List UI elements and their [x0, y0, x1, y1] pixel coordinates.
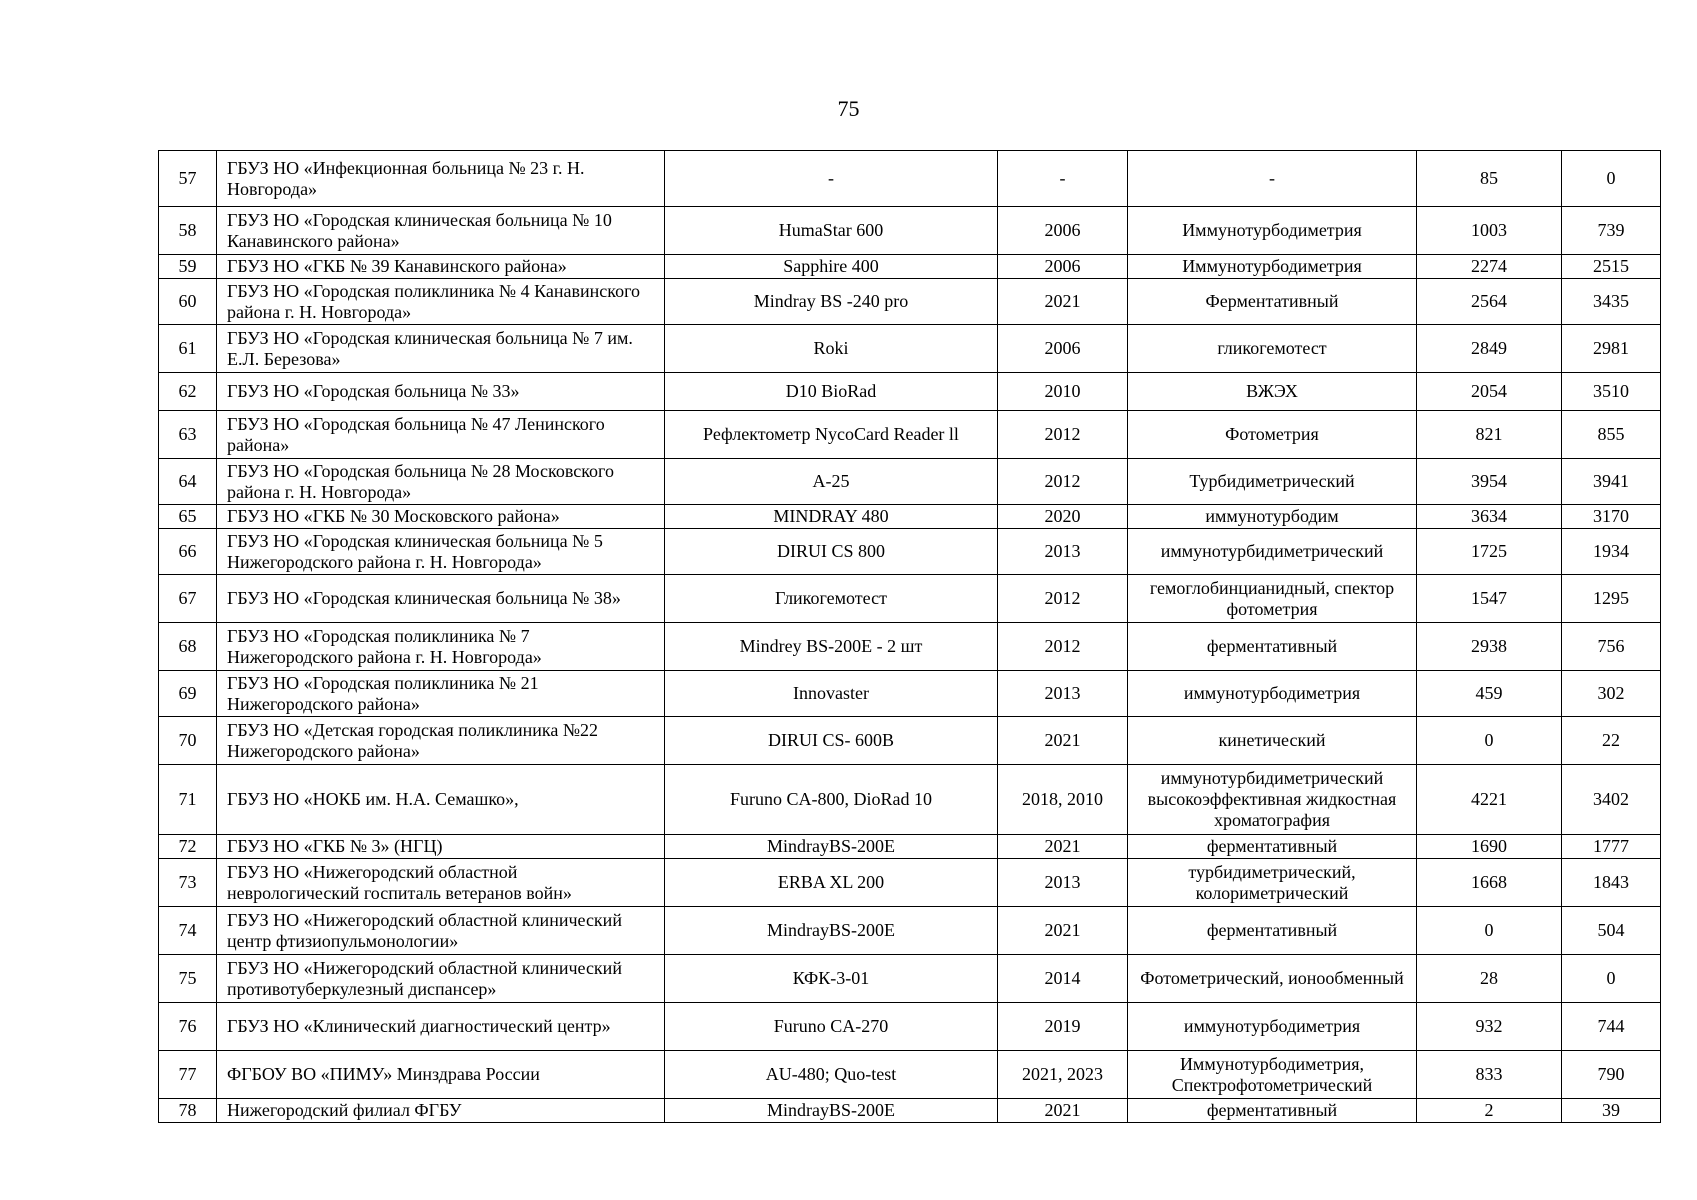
cell-value-2: 1843	[1562, 859, 1661, 907]
cell-value-2: 302	[1562, 671, 1661, 717]
cell-value-1: 2054	[1417, 373, 1562, 411]
cell-number: 74	[159, 907, 217, 955]
cell-analyzer: D10 BioRad	[665, 373, 998, 411]
cell-method: кинетический	[1128, 717, 1417, 765]
cell-year: 2021	[998, 279, 1128, 325]
cell-number: 72	[159, 835, 217, 859]
cell-analyzer: Mindrey BS-200E - 2 шт	[665, 623, 998, 671]
cell-analyzer: -	[665, 151, 998, 207]
cell-number: 63	[159, 411, 217, 459]
cell-institution: ГБУЗ НО «Нижегородский областной клинический противотуберкулезный диспансер»	[217, 955, 665, 1003]
cell-analyzer: MindrayBS-200E	[665, 907, 998, 955]
cell-value-2: 2515	[1562, 255, 1661, 279]
cell-year: 2012	[998, 459, 1128, 505]
table-row	[159, 575, 1661, 623]
cell-analyzer: MindrayBS-200E	[665, 1099, 998, 1123]
cell-number: 62	[159, 373, 217, 411]
cell-analyzer: HumaStar 600	[665, 207, 998, 255]
cell-institution: ГБУЗ НО «Детская городская поликлиника №22 Нижегородского района»	[217, 717, 665, 765]
cell-value-1: 1725	[1417, 529, 1562, 575]
table-row	[159, 765, 1661, 835]
cell-method: Ферментативный	[1128, 279, 1417, 325]
cell-value-2: 756	[1562, 623, 1661, 671]
cell-number: 60	[159, 279, 217, 325]
cell-value-1: 4221	[1417, 765, 1562, 835]
cell-value-2: 504	[1562, 907, 1661, 955]
cell-institution: ГБУЗ НО «Нижегородский областной клинический центр фтизиопульмонологии»	[217, 907, 665, 955]
cell-year: 2012	[998, 575, 1128, 623]
cell-method: ВЖЭХ	[1128, 373, 1417, 411]
cell-institution: ГБУЗ НО «Городская клиническая больница № 10 Канавинского района»	[217, 207, 665, 255]
cell-year: 2006	[998, 207, 1128, 255]
cell-number: 66	[159, 529, 217, 575]
cell-institution: ГБУЗ НО «Клинический диагностический центр»	[217, 1003, 665, 1051]
cell-value-2: 1295	[1562, 575, 1661, 623]
cell-number: 67	[159, 575, 217, 623]
cell-institution: ГБУЗ НО «ГКБ № 3» (НГЦ)	[217, 835, 665, 859]
cell-institution: ГБУЗ НО «Городская поликлиника № 7 Нижегородского района г. Н. Новгорода»	[217, 623, 665, 671]
cell-year: 2014	[998, 955, 1128, 1003]
page-number: 75	[837, 96, 860, 121]
cell-analyzer: AU-480; Quo-test	[665, 1051, 998, 1099]
cell-value-1: 1547	[1417, 575, 1562, 623]
table-row	[159, 255, 1661, 279]
table-row	[159, 1003, 1661, 1051]
cell-year: 2021	[998, 835, 1128, 859]
cell-institution: ГБУЗ НО «Городская поликлиника № 21 Нижегородского района»	[217, 671, 665, 717]
table-row	[159, 207, 1661, 255]
cell-analyzer: Гликогемотест	[665, 575, 998, 623]
cell-institution: ГБУЗ НО «Инфекционная больница № 23 г. Н. Новгорода»	[217, 151, 665, 207]
cell-institution: ГБУЗ НО «НОКБ им. Н.А. Семашко»,	[217, 765, 665, 835]
table-row	[159, 717, 1661, 765]
table-row	[159, 279, 1661, 325]
cell-value-2: 3402	[1562, 765, 1661, 835]
cell-value-1: 2849	[1417, 325, 1562, 373]
cell-method: иммунотурбодиметрия	[1128, 671, 1417, 717]
cell-value-1: 85	[1417, 151, 1562, 207]
cell-analyzer: Рефлектометр NycoCard Reader ll	[665, 411, 998, 459]
cell-value-1: 1690	[1417, 835, 1562, 859]
cell-value-2: 790	[1562, 1051, 1661, 1099]
cell-institution: ГБУЗ НО «ГКБ № 39 Канавинского района»	[217, 255, 665, 279]
cell-institution: ГБУЗ НО «Нижегородский областной неврологический госпиталь ветеранов войн»	[217, 859, 665, 907]
cell-method: иммунотурбодим	[1128, 505, 1417, 529]
cell-year: 2018, 2010	[998, 765, 1128, 835]
cell-number: 64	[159, 459, 217, 505]
cell-value-2: 3435	[1562, 279, 1661, 325]
cell-method: Фотометрия	[1128, 411, 1417, 459]
cell-value-1: 2564	[1417, 279, 1562, 325]
cell-value-2: 744	[1562, 1003, 1661, 1051]
cell-analyzer: Sapphire 400	[665, 255, 998, 279]
cell-number: 69	[159, 671, 217, 717]
table-row	[159, 151, 1661, 207]
cell-year: 2013	[998, 859, 1128, 907]
cell-value-2: 39	[1562, 1099, 1661, 1123]
cell-analyzer: MINDRAY 480	[665, 505, 998, 529]
cell-year: 2020	[998, 505, 1128, 529]
cell-method: -	[1128, 151, 1417, 207]
cell-number: 65	[159, 505, 217, 529]
cell-value-1: 2938	[1417, 623, 1562, 671]
cell-institution: ФГБОУ ВО «ПИМУ» Минздрава России	[217, 1051, 665, 1099]
cell-value-1: 2	[1417, 1099, 1562, 1123]
cell-number: 70	[159, 717, 217, 765]
table-row	[159, 325, 1661, 373]
cell-method: гемоглобинцианидный, спектор фотометрия	[1128, 575, 1417, 623]
cell-method: Иммунотурбодиметрия	[1128, 255, 1417, 279]
cell-value-1: 0	[1417, 907, 1562, 955]
cell-year: -	[998, 151, 1128, 207]
cell-value-2: 739	[1562, 207, 1661, 255]
cell-value-2: 0	[1562, 955, 1661, 1003]
cell-year: 2006	[998, 325, 1128, 373]
table-row	[159, 671, 1661, 717]
cell-year: 2019	[998, 1003, 1128, 1051]
table-row	[159, 835, 1661, 859]
cell-value-1: 932	[1417, 1003, 1562, 1051]
cell-value-2: 1934	[1562, 529, 1661, 575]
cell-analyzer: Innovaster	[665, 671, 998, 717]
cell-value-2: 855	[1562, 411, 1661, 459]
cell-value-1: 3954	[1417, 459, 1562, 505]
cell-institution: ГБУЗ НО «Городская больница № 47 Ленинского района»	[217, 411, 665, 459]
cell-value-1: 821	[1417, 411, 1562, 459]
cell-method: иммунотурбидиметрический	[1128, 529, 1417, 575]
cell-number: 59	[159, 255, 217, 279]
cell-year: 2021	[998, 907, 1128, 955]
table-row	[159, 373, 1661, 411]
table-row	[159, 459, 1661, 505]
cell-value-2: 0	[1562, 151, 1661, 207]
cell-method: иммунотурбидиметрический высокоэффективная жидкостная хроматография	[1128, 765, 1417, 835]
cell-year: 2010	[998, 373, 1128, 411]
cell-value-1: 0	[1417, 717, 1562, 765]
table-row	[159, 1099, 1661, 1123]
cell-value-1: 459	[1417, 671, 1562, 717]
table-row	[159, 907, 1661, 955]
cell-value-1: 28	[1417, 955, 1562, 1003]
table-row	[159, 623, 1661, 671]
cell-value-2: 3941	[1562, 459, 1661, 505]
equipment-table	[158, 150, 1661, 1123]
cell-method: турбидиметрический, колориметрический	[1128, 859, 1417, 907]
cell-method: Иммунотурбодиметрия	[1128, 207, 1417, 255]
cell-year: 2021	[998, 1099, 1128, 1123]
cell-analyzer: КФК-3-01	[665, 955, 998, 1003]
cell-method: ферментативный	[1128, 907, 1417, 955]
cell-value-1: 1003	[1417, 207, 1562, 255]
cell-year: 2012	[998, 411, 1128, 459]
table-row	[159, 529, 1661, 575]
cell-method: ферментативный	[1128, 1099, 1417, 1123]
cell-method: гликогемотест	[1128, 325, 1417, 373]
cell-number: 73	[159, 859, 217, 907]
table-row	[159, 955, 1661, 1003]
cell-analyzer: Mindray BS -240 pro	[665, 279, 998, 325]
cell-analyzer: DIRUI CS- 600B	[665, 717, 998, 765]
cell-number: 71	[159, 765, 217, 835]
cell-analyzer: Furuno CA-270	[665, 1003, 998, 1051]
cell-year: 2012	[998, 623, 1128, 671]
cell-number: 58	[159, 207, 217, 255]
cell-institution: ГБУЗ НО «Городская поликлиника № 4 Канавинского района г. Н. Новгорода»	[217, 279, 665, 325]
cell-value-1: 833	[1417, 1051, 1562, 1099]
cell-number: 78	[159, 1099, 217, 1123]
cell-number: 76	[159, 1003, 217, 1051]
cell-value-2: 3170	[1562, 505, 1661, 529]
cell-year: 2013	[998, 671, 1128, 717]
cell-value-1: 2274	[1417, 255, 1562, 279]
cell-institution: ГБУЗ НО «ГКБ № 30 Московского района»	[217, 505, 665, 529]
cell-method: Фотометрический, ионообменный	[1128, 955, 1417, 1003]
cell-method: иммунотурбодиметрия	[1128, 1003, 1417, 1051]
cell-institution: ГБУЗ НО «Городская клиническая больница № 5 Нижегородского района г. Н. Новгорода»	[217, 529, 665, 575]
cell-number: 75	[159, 955, 217, 1003]
cell-method: Иммунотурбодиметрия, Спектрофотометрический	[1128, 1051, 1417, 1099]
cell-year: 2021	[998, 717, 1128, 765]
cell-analyzer: Roki	[665, 325, 998, 373]
cell-year: 2006	[998, 255, 1128, 279]
cell-institution: ГБУЗ НО «Городская клиническая больница № 38»	[217, 575, 665, 623]
cell-method: ферментативный	[1128, 623, 1417, 671]
cell-value-2: 1777	[1562, 835, 1661, 859]
table-body	[159, 151, 1661, 1123]
table-row	[159, 859, 1661, 907]
cell-value-1: 3634	[1417, 505, 1562, 529]
cell-institution: ГБУЗ НО «Городская клиническая больница № 7 им. Е.Л. Березова»	[217, 325, 665, 373]
cell-analyzer: ERBA XL 200	[665, 859, 998, 907]
cell-number: 61	[159, 325, 217, 373]
cell-method: Турбидиметрический	[1128, 459, 1417, 505]
cell-number: 57	[159, 151, 217, 207]
cell-year: 2013	[998, 529, 1128, 575]
cell-value-2: 2981	[1562, 325, 1661, 373]
cell-value-2: 22	[1562, 717, 1661, 765]
cell-analyzer: A-25	[665, 459, 998, 505]
cell-number: 68	[159, 623, 217, 671]
cell-analyzer: MindrayBS-200E	[665, 835, 998, 859]
cell-analyzer: Furuno CA-800, DioRad 10	[665, 765, 998, 835]
cell-year: 2021, 2023	[998, 1051, 1128, 1099]
cell-method: ферментативный	[1128, 835, 1417, 859]
table-row	[159, 505, 1661, 529]
table-row	[159, 411, 1661, 459]
cell-value-1: 1668	[1417, 859, 1562, 907]
cell-value-2: 3510	[1562, 373, 1661, 411]
cell-number: 77	[159, 1051, 217, 1099]
cell-institution: ГБУЗ НО «Городская больница № 33»	[217, 373, 665, 411]
cell-analyzer: DIRUI CS 800	[665, 529, 998, 575]
cell-institution: Нижегородский филиал ФГБУ	[217, 1099, 665, 1123]
table-row	[159, 1051, 1661, 1099]
cell-institution: ГБУЗ НО «Городская больница № 28 Московского района г. Н. Новгорода»	[217, 459, 665, 505]
